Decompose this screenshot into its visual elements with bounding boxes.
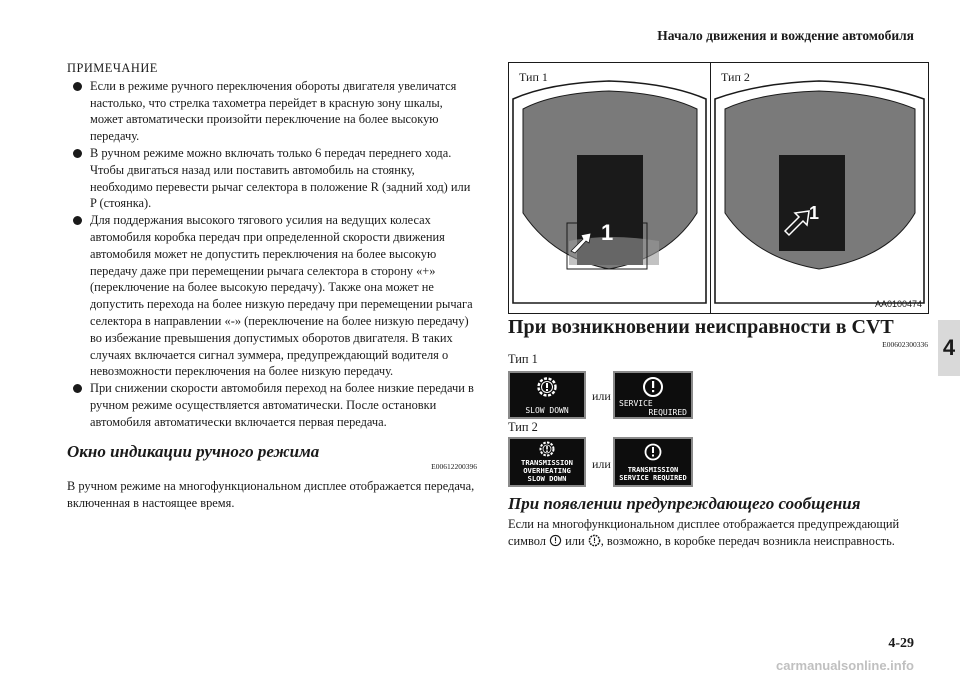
display-transmission-service bbox=[613, 437, 693, 487]
bullet-icon bbox=[73, 149, 82, 158]
manual-mode-code: E00612200396 bbox=[431, 462, 477, 472]
or-label-2: или bbox=[592, 457, 611, 471]
display-transmission-overheating bbox=[508, 437, 586, 487]
cvt-type2-label: Тип 2 bbox=[508, 420, 538, 434]
instrument-cluster-figure bbox=[508, 62, 929, 314]
warning-text-or: или bbox=[565, 533, 585, 548]
display-4-line2: SERVICE REQUIRED bbox=[619, 474, 687, 482]
note-item-text: В ручном режиме можно включать только 6 передач переднего хода. Чтобы двигаться назад или поставить автомобиль на стоянку, необходимо перевести рычаг селектора в положение R (задний ход) или P (стоянка). bbox=[90, 145, 471, 211]
figure-type2-label: Тип 2 bbox=[721, 70, 750, 84]
left-column bbox=[67, 60, 477, 512]
or-label-1: или bbox=[592, 389, 611, 403]
display-3-line1: TRANSMISSION bbox=[521, 458, 573, 467]
exclamation-circle-icon bbox=[646, 445, 661, 460]
type1-cluster bbox=[513, 81, 706, 303]
note-item-text: Для поддержания высокого тягового усилия на ведущих колесах автомобиля коробка передач при определенной скорости движения автомобиля может не допустить переключения на более высокую передачу даже при перемещении рычага селектора в сторону «+» (переключение на более высокую передачу). Также она может не допустить перехода на более низкую передачу при перемещении рычага селектора в направлении «-» (переключение на более низкую передачу) во избежание превышения допустимых оборотов двигателя. В таких случаях включается сигнал зуммера, предупреждающий водителя о невозможности переключения на более низкую передачу. bbox=[90, 213, 473, 379]
display-1-svg bbox=[510, 373, 584, 417]
exclamation-circle-icon bbox=[644, 378, 662, 396]
display-4-line1: TRANSMISSION bbox=[627, 466, 679, 474]
cvt-type1-label: Тип 1 bbox=[508, 352, 538, 366]
display-3-line3: SLOW DOWN bbox=[527, 474, 567, 483]
display-3-svg bbox=[510, 439, 584, 485]
gear-indicator-type1: 1 bbox=[601, 220, 614, 245]
note-item-text: Если в режиме ручного переключения обороты двигателя увеличатся настолько, что стрелка тахометра перейдет в красную зону шкалы, может автоматически произойти переключение на более высокую передачу. bbox=[90, 78, 457, 144]
warning-section-title: При появлении предупреждающего сообщения bbox=[508, 494, 861, 513]
note-item bbox=[67, 380, 477, 430]
display-4-svg bbox=[615, 439, 691, 485]
gear-warning-icon bbox=[541, 443, 554, 456]
figure-id: AA0100474 bbox=[874, 299, 922, 309]
display-service-required bbox=[613, 371, 693, 419]
display-3-line2: OVERHEATING bbox=[523, 466, 571, 475]
bullet-icon bbox=[73, 82, 82, 91]
warning-text-part2: , возможно, в коробке передач возникла неисправность. bbox=[600, 533, 895, 548]
note-list bbox=[67, 78, 477, 431]
bullet-icon bbox=[73, 384, 82, 393]
note-item bbox=[67, 212, 477, 380]
page-number: 4-29 bbox=[888, 636, 914, 651]
manual-mode-title: Окно индикации ручного режима bbox=[67, 441, 320, 461]
display-2-line1: SERVICE bbox=[619, 399, 653, 408]
display-1-text: SLOW DOWN bbox=[525, 406, 569, 415]
display-2-svg bbox=[615, 373, 691, 417]
type2-cluster bbox=[715, 81, 924, 303]
display-2-line2: REQUIRED bbox=[648, 408, 687, 417]
note-title: ПРИМЕЧАНИЕ bbox=[67, 61, 158, 75]
exclamation-circle-icon bbox=[549, 534, 562, 547]
bullet-icon bbox=[73, 216, 82, 225]
note-item-text: При снижении скорости автомобиля переход на более низкие передачи в ручном режиме осуществляется автоматически. После остановки автомобиля автоматически включается первая передача. bbox=[90, 381, 474, 429]
chapter-tab: 4 bbox=[938, 320, 960, 376]
figure-type1-label: Тип 1 bbox=[519, 70, 548, 84]
cluster-illustration bbox=[509, 63, 928, 313]
warning-text-part1: Если на многофункциональном дисплее отображается предупреждающий символ bbox=[508, 517, 900, 548]
display-slow-down bbox=[508, 371, 586, 419]
warning-section-text bbox=[508, 516, 928, 550]
cvt-section-title: При возникновении неисправности в CVT bbox=[508, 316, 894, 338]
note-item bbox=[67, 78, 477, 145]
manual-mode-text: В ручном режиме на многофункциональном дисплее отображается передача, включенная в настоящее время. bbox=[67, 479, 475, 510]
gear-indicator-type2: 1 bbox=[809, 203, 820, 223]
header-title: Начало движения и вождение автомобиля bbox=[657, 28, 914, 43]
figure-divider bbox=[710, 63, 711, 313]
gear-warning-icon bbox=[588, 534, 601, 547]
gear-warning-icon bbox=[539, 379, 556, 396]
note-item bbox=[67, 145, 477, 212]
cvt-section-code: E00602300336 bbox=[882, 340, 928, 349]
watermark: carmanualsonline.info bbox=[776, 658, 914, 673]
